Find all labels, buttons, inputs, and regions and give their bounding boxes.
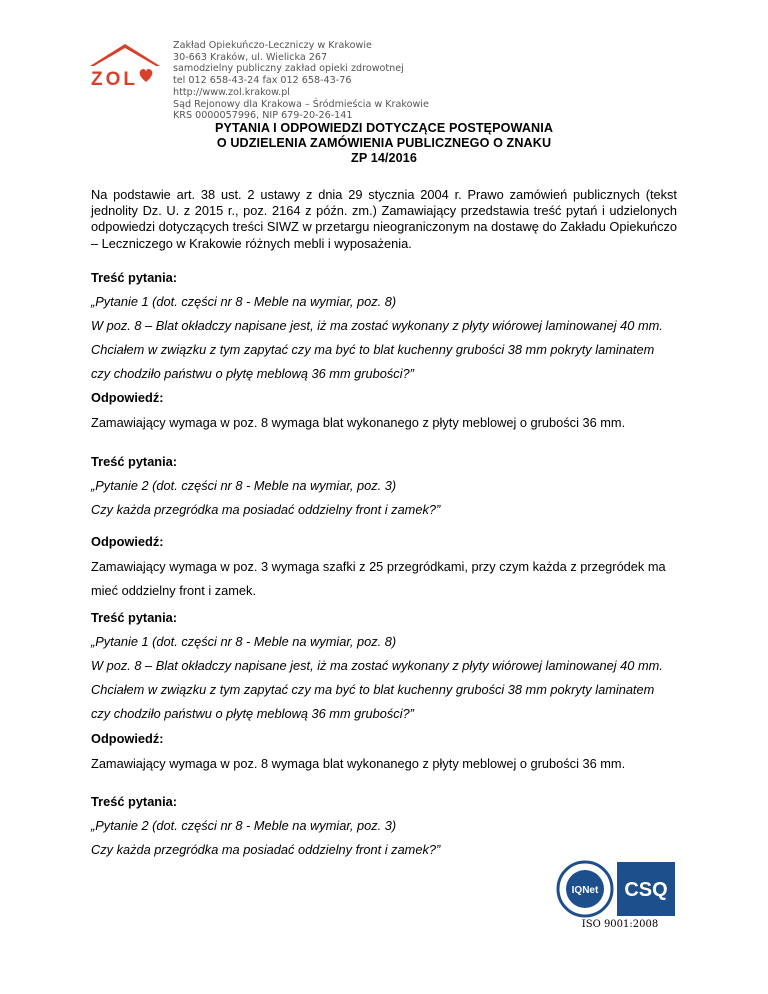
question-line: czy chodziło państwu o płytę meblową 36 mm grubości?” bbox=[91, 706, 414, 721]
question-line: Chciałem w związku z tym zapytać czy ma być to blat kuchenny grubości 38 mm pokryty laminatem bbox=[91, 342, 655, 357]
org-line: http://www.zol.krakow.pl bbox=[173, 86, 290, 98]
org-line: samodzielny publiczny zakład opieki zdrowotnej bbox=[173, 63, 404, 75]
answer-block-2 bbox=[91, 534, 681, 599]
answer-heading: Odpowiedź: bbox=[91, 731, 164, 746]
question-line: Czy każda przegródka ma posiadać oddzielny front i zamek?” bbox=[91, 502, 441, 517]
iqnet-label: IQNet bbox=[571, 885, 599, 896]
org-line: 30-663 Kraków, ul. Wielicka 267 bbox=[173, 51, 328, 63]
question-line: „Pytanie 1 (dot. części nr 8 - Meble na wymiar, poz. 8) bbox=[91, 634, 397, 649]
answer-heading: Odpowiedź: bbox=[91, 390, 164, 405]
org-line: KRS 0000057996, NIP 679-20-26-141 bbox=[173, 110, 353, 122]
question-line: W poz. 8 – Blat okładczy napisane jest, iż ma zostać wykonany z płyty wiórowej laminowanej 40 mm. bbox=[91, 658, 663, 673]
org-line: Sąd Rejonowy dla Krakowa – Śródmieścia w Krakowie bbox=[173, 98, 429, 110]
title-line: ZP 14/2016 bbox=[351, 151, 417, 165]
answer-block-1 bbox=[91, 390, 681, 431]
question-line: „Pytanie 2 (dot. części nr 8 - Meble na wymiar, poz. 3) bbox=[91, 818, 397, 833]
answer-line: Zamawiający wymaga w poz. 3 wymaga szafki z 25 przegródkami, przy czym każda z przegródek ma bbox=[91, 559, 666, 574]
question-heading: Treść pytania: bbox=[91, 454, 178, 469]
answer-heading: Odpowiedź: bbox=[91, 534, 164, 549]
question-line: „Pytanie 2 (dot. części nr 8 - Meble na wymiar, poz. 3) bbox=[91, 478, 397, 493]
answer-line: Zamawiający wymaga w poz. 8 wymaga blat wykonanego z płyty meblowej o grubości 36 mm. bbox=[91, 756, 626, 771]
question-heading: Treść pytania: bbox=[91, 794, 178, 809]
question-heading: Treść pytania: bbox=[91, 610, 178, 625]
org-line: tel 012 658-43-24 fax 012 658-43-76 bbox=[173, 75, 352, 87]
title-line: PYTANIA I ODPOWIEDZI DOTYCZĄCE POSTĘPOWANIA bbox=[214, 121, 554, 135]
question-line: „Pytanie 1 (dot. części nr 8 - Meble na wymiar, poz. 8) bbox=[91, 294, 397, 309]
answer-line: Zamawiający wymaga w poz. 8 wymaga blat wykonanego z płyty meblowej o grubości 36 mm. bbox=[91, 415, 626, 430]
answer-line: mieć oddzielny front i zamek. bbox=[91, 583, 257, 598]
document-title bbox=[0, 121, 768, 166]
title-line: O UDZIELENIA ZAMÓWIENIA PUBLICZNEGO O ZNAKU bbox=[216, 136, 552, 150]
qa-block-1 bbox=[91, 270, 681, 382]
qa-block-3 bbox=[91, 610, 681, 722]
heart-icon bbox=[140, 69, 153, 82]
organization-info bbox=[173, 40, 429, 122]
question-line: W poz. 8 – Blat okładczy napisane jest, iż ma zostać wykonany z płyty wiórowej laminowanej 40 mm. bbox=[91, 318, 663, 333]
question-line: czy chodziło państwu o płytę meblową 36 mm grubości?” bbox=[91, 366, 414, 381]
question-line: Chciałem w związku z tym zapytać czy ma być to blat kuchenny grubości 38 mm pokryty laminatem bbox=[91, 682, 655, 697]
csq-label: CSQ bbox=[624, 879, 668, 901]
qa-block-2 bbox=[91, 454, 681, 518]
question-heading: Treść pytania: bbox=[91, 270, 178, 285]
question-line: Czy każda przegródka ma posiadać oddzielny front i zamek?” bbox=[91, 842, 441, 857]
iso-caption: ISO 9001:2008 bbox=[581, 919, 659, 930]
answer-block-3 bbox=[91, 731, 681, 772]
intro-paragraph: Na podstawie art. 38 ust. 2 ustawy z dnia 29 stycznia 2004 r. Prawo zamówień publicznych (tekst jednolity Dz. U. z 2015 r., poz. 2164 z późn. zm.) Zamawiający przedstawia treść pytań i udzielonych odpowiedzi dotyczących treści SIWZ w przetargu nieograniczonym na dostawę do Zakładu Opiekuńczo – Leczniczego w Krakowie różnych mebli i wyposażenia. bbox=[91, 187, 677, 251]
zol-logo bbox=[86, 40, 164, 98]
logo-text: ZOL bbox=[91, 69, 138, 90]
qa-block-4 bbox=[91, 794, 681, 858]
org-line: Zakład Opiekuńczo-Leczniczy w Krakowie bbox=[173, 40, 372, 51]
